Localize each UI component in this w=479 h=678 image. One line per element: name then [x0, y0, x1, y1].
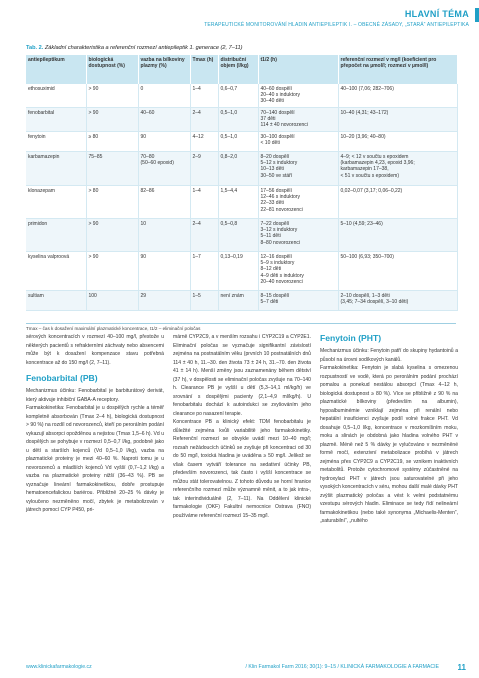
table-cell: 1,5–4,4: [218, 186, 258, 219]
table-cell: 90: [138, 252, 190, 291]
table-row: [26, 108, 457, 132]
header-cell: distribuční objem (l/kg): [218, 55, 258, 84]
table-cell: > 90: [86, 219, 138, 252]
table-cell: fenytoin: [26, 132, 86, 152]
table-cell: > 80: [86, 186, 138, 219]
table-cell: 40–100 (7,06; 282–706): [338, 84, 457, 108]
table-row: [26, 252, 457, 291]
table-cell: 17–56 dospělí 12–46 s induktory 22–33 děti 22–81 novorozenci: [258, 186, 338, 219]
header-cell: vazba na bílkoviny plazmy (%): [138, 55, 190, 84]
table-cell: 29: [138, 291, 190, 311]
table-cell: > 90: [86, 252, 138, 291]
table-cell: 2–4: [190, 219, 218, 252]
table-cell: 70–80 (50–60 epoxid): [138, 152, 190, 186]
table-cell: 1–4: [190, 186, 218, 219]
paragraph: Farmakokinetika: Fenobarbital je u dospělých rychle a téměř kompletně absorbován (Tmax 2–4 h), biologická dostupnost > 90 %) na rozdíl od novorozenců, kteří po perorálním podání vykazují absorpci opožděnou a nejistou (Tmax 1,5–6 h). Vd u dospělých se pohybuje v rozmezí 0,5–0,7 l/kg, podobně jako u dětí a starších kojenců (Vd 0,5–1,0 l/kg), vazba na plazmatické proteiny je mezi 40–60 %. Naproti tomu je u novorozenců a mladších kojenců Vd vyšší (0,7–1,2 l/kg) a vazba na plazmatické proteiny nižší (36–43 %). PB se vyznačuje lineární farmakokinetikou, dobře prostupuje hematoencefalickou bariérou. Přibližně 20–25 % dávky je vyloučeno nezměněno močí, zbytek je metabolizován v játrech pomocí CYP P450, pri-: [26, 405, 164, 513]
paragraph: márně CYP2C9, a v menším rozsahu i CYP2C19 a CYP2E1. Eliminační poločas se vyznačuje signifikantní závislostí zejména na postnatálním věku (prvních 10 postnatálních dnů 114 ± 40 h, 11.–30. den života 73 ± 24 h, 31.–70. den života 41 ± 14 h). Menší změny jsou zaznamenány během dětství (37 h), v dospělosti se eliminační poločas zvyšuje na 70–140 h. Clearance PB je vyšší u dětí (5,3–14,1 ml/kg/h) ve srovnání s dospělými pacienty (2,1–4,9 ml/kg/h). U fenobarbitalu dochází k autoindukci se zvyšováním jeho clearance po nasazení terapie.: [173, 334, 311, 417]
paragraph: Koncentrace PB a klinický efekt: TDM fenobarbitalu je důležité zejména kvůli variabilitě jeho farmakokinetiky. Referenční rozmezí se obvykle uvádí mezi 10–40 mg/l; rozsah nežádoucích účinků se zvyšuje při koncentraci od 30 do 50 mg/l, toxická hladina je uváděna ≥ 50 mg/l. Jelikož se však časem vytváří tolerance na sedativní účinky PB, především novorozenci, tak často i vyšší koncentrace se můžou stát tolerovatelnou. Z tohoto důvodu se horní hranice referenčního rozmezí může významně měnit, a to jak intra-, tak interindividuálně (2, 7–11). Na Oddělení klinické farmakologie (OKF) Fakultní nemocnice Ostrava (FNO) používáme referenční rozmezí 15–35 mg/l.: [173, 419, 311, 519]
table-cell: > 90: [86, 108, 138, 132]
table-cell: primidon: [26, 219, 86, 252]
table-caption-text: Základní charakteristika a referenční rozmezí antiepileptik 1. generace (2, 7–11): [44, 45, 243, 51]
paragraph: sérových koncentracích v rozmezí 40–100 mg/l, přestože u některých pacientů s refrakterními záchvaty nebo absencemi může být k dosažení kompenzace stavu potřebná koncentrace až do 150 mg/l (2, 7–11).: [26, 334, 164, 366]
table-cell: karbamazepin: [26, 152, 86, 186]
table-cell: kyselina valproová: [26, 252, 86, 291]
drug-characteristics-table: [26, 55, 458, 311]
paragraph: Farmakokinetika: Fenytoin je slabá kyselina s omezenou rozpustností ve vodě, která po perorálním podání prochází pomalou a ponekud nestálou absorpcí (Tmax 4–12 h, biologická dostupnost ≥ 80 %). Více se přibližně z 90 % na plazmatické bílkoviny (především na albumin), hypoalbuminémie vzniklají zejména při renální nebo hepatální insuficienci zvyšuje podíl volné frakce PHT. Vd dosahuje 0,5–1,0 l/kg, koncentrace v mozkomíšním moku, moku a slinách je obdobná jako hladina volného PHT v plazmě. Méně než 5 % dávky je vylučováno v nezměněné formě močí, extenzivní metabolizace probíhá v játrech zejména přes CYP2C9 a CYP2C19, se vznikem inaktivních metabolitů. Protože cytochromové systémy zúčastněné na hydroxylaci PHT v játrech jsou saturovatelné při jeho vysokých koncentracích v séru, mohou další malé dávky PHT zvýšit plazmatický poločas a vést k velmi podstatnému vzestupu sérových hladin. Eliminace se tedy řídí nelineární farmakokinetikou (nebo také synonyma „Michaelis-Menten“, „saturabilní“, „nultého: [320, 365, 458, 524]
section-title: HLAVNÍ TÉMA: [404, 9, 469, 19]
page-number: 11: [457, 663, 466, 672]
table-cell: 0,6–0,7: [218, 84, 258, 108]
article-running-title: TERAPEUTICKÉ MONITOROVÁNÍ HLADIN ANTIEPILEPTIK I. – OBECNÉ ZÁSADY, „STARÁ“ ANTIEPILEPTIKA: [204, 22, 469, 28]
table-cell: 2–4: [190, 108, 218, 132]
footer-website-link[interactable]: www.klinickafarmakologie.cz: [26, 664, 92, 670]
table-cell: 10: [138, 219, 190, 252]
table-row: [26, 84, 457, 108]
text-column-3: [320, 333, 458, 526]
table-cell: 100: [86, 291, 138, 311]
table-cell: 1–7: [190, 252, 218, 291]
table-cell: fenobarbital: [26, 108, 86, 132]
table-cell: 2–10 dospělí, 1–3 děti (3,45; 7–34 dospělí, 3–10 děti): [338, 291, 457, 311]
table-cell: 0,8–2,0: [218, 152, 258, 186]
table-cell: 4–12: [190, 132, 218, 152]
section-heading-fenytoin: Fenytoin (PHT): [320, 333, 382, 343]
table-cell: 90: [138, 132, 190, 152]
table-cell: 40–60: [138, 108, 190, 132]
table-cell: 0,13–0,19: [218, 252, 258, 291]
table-row: [26, 132, 457, 152]
table-cell: 10–40 (4,31; 43–172): [338, 108, 457, 132]
table-cell: není znám: [218, 291, 258, 311]
table-row: [26, 291, 457, 311]
table-cell: klonazepam: [26, 186, 86, 219]
table-cell: > 90: [86, 84, 138, 108]
table-caption: [26, 45, 456, 51]
table-cell: 0,5–1,0: [218, 132, 258, 152]
table-cell: 12–16 dospělí 5–9 s induktory 8–12 děti 4–9 děti s induktory 20–40 novorozenci: [258, 252, 338, 291]
paragraph: Mechanizmus účinku: Fenytoin patří do skupiny hydantoinů a působí na úrovni sodíkových kanálů.: [320, 348, 458, 363]
table-cell: 5–10 (4,59; 23–46): [338, 219, 457, 252]
table-cell: 70–140 dospělí 37 děti 114 ± 40 novorozenci: [258, 108, 338, 132]
page-edge-marker: [475, 8, 479, 22]
table-cell: 0: [138, 84, 190, 108]
text-column-1: [26, 333, 164, 515]
header-cell: antiepileptikum: [26, 55, 86, 84]
header-cell: t1/2 (h): [258, 55, 338, 84]
table-cell: 1–4: [190, 84, 218, 108]
text-column-2: [173, 333, 311, 520]
header-cell: Tmax (h): [190, 55, 218, 84]
table-cell: 75–85: [86, 152, 138, 186]
header-cell: referenční rozmezí v mg/l (koeficient pro přepočet na µmol/l; rozmezí v µmol/l): [338, 55, 457, 84]
header-cell: biologická dostupnost (%): [86, 55, 138, 84]
table-cell: 40–60 dospělí 20–40 s induktory 30–40 děti: [258, 84, 338, 108]
table-row: [26, 186, 457, 219]
table-cell: 7–22 dospělí 3–12 s induktory 5–11 děti 8–80 novorozenci: [258, 219, 338, 252]
table-cell: 10–20 (3,96; 40–80): [338, 132, 457, 152]
table-header-row: [26, 55, 457, 84]
table-footnote: Tmax – čas k dosažení maximální plazmatické koncentrace, t1/2 – eliminační poločas: [26, 323, 456, 331]
table-cell: sultiam: [26, 291, 86, 311]
footer-citation: / Klin Farmakol Farm 2016; 30(1): 9–15 / KLINICKÁ FARMAKOLOGIE A FARMACIE: [245, 664, 439, 670]
table-cell: 50–100 (6,93; 350–700): [338, 252, 457, 291]
table-cell: 0,02–0,07 (3,17; 0,06–0,22): [338, 186, 457, 219]
table-cell: 0,5–0,8: [218, 219, 258, 252]
table-cell: 8–15 dospělí 5–7 děti: [258, 291, 338, 311]
section-heading-fenobarbital: Fenobarbital (PB): [26, 373, 98, 383]
table-cell: ethosuximid: [26, 84, 86, 108]
paragraph: Mechanizmus účinku: Fenobarbital je barbiturátový derivát, který aktivuje inhibiční GABA-A receptory.: [26, 388, 164, 403]
table-row: [26, 152, 457, 186]
table-cell: 82–86: [138, 186, 190, 219]
table-row: [26, 219, 457, 252]
table-cell: 4–9; < 12 v součtu s epoxidem (karbamazepin 4,23, epoxid 3,96; karbamazepin 17–38, < 51 v součtu s epoxidem): [338, 152, 457, 186]
table-cell: 2–9: [190, 152, 218, 186]
table-cell: ≥ 80: [86, 132, 138, 152]
table-cell: 1–5: [190, 291, 218, 311]
table-caption-number: Tab. 2.: [26, 45, 44, 51]
table-cell: 30–100 dospělí < 10 děti: [258, 132, 338, 152]
table-cell: 8–20 dospělí 5–12 s induktory 10–13 děti 30–50 ve stáří: [258, 152, 338, 186]
table-cell: 0,5–1,0: [218, 108, 258, 132]
